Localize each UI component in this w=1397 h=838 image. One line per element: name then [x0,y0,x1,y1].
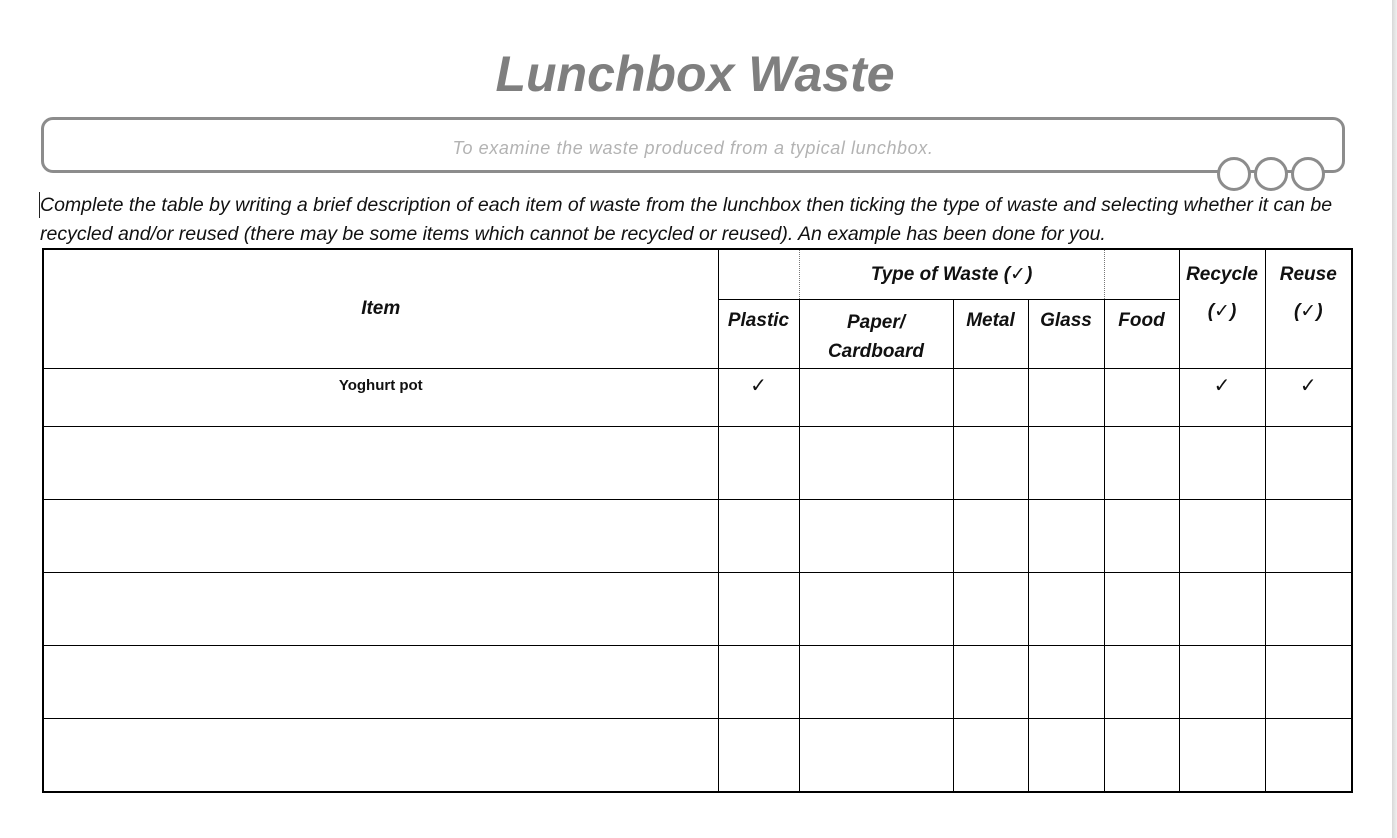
metal-header: Metal [953,299,1028,368]
item-cell[interactable] [43,645,718,718]
metal-cell[interactable] [953,368,1028,426]
glass-header: Glass [1028,299,1104,368]
plastic-cell[interactable] [718,718,799,792]
page-edge [1392,0,1397,838]
food-header: Food [1104,299,1179,368]
reuse-header [1265,249,1352,368]
item-cell[interactable] [43,572,718,645]
recycle-cell[interactable] [1179,718,1265,792]
decorative-circle-icon [1254,157,1288,191]
paper-label: Paper/ [846,311,906,333]
food-cell[interactable] [1104,718,1179,792]
food-cell[interactable] [1104,572,1179,645]
glass-cell[interactable] [1028,645,1104,718]
metal-cell[interactable] [953,499,1028,572]
metal-cell[interactable] [953,426,1028,499]
plastic-cell[interactable] [718,645,799,718]
table-row [43,718,1352,792]
table-row [43,645,1352,718]
metal-cell[interactable] [953,718,1028,792]
page-title: Lunchbox Waste [495,46,895,102]
glass-cell[interactable] [1028,499,1104,572]
table-row [43,368,1352,426]
food-cell[interactable] [1104,645,1179,718]
recycle-cell[interactable] [1179,499,1265,572]
recycle-tick-label: (✓) [1207,301,1237,322]
paper-cell[interactable] [799,645,953,718]
instructions-text[interactable]: Complete the table by writing a brief description of each item of waste from the lunchbox then ticking the type of waste and selecting whether it can be recycled and/or reused (there may be some items which cannot be recycled or reused). An example has been done for you. [40,194,1333,245]
paper-cardboard-header [799,299,953,368]
header-spacer [1104,249,1179,299]
reuse-cell[interactable]: ✓ [1265,368,1352,426]
item-header: Item [43,249,718,368]
paper-cell[interactable] [799,572,953,645]
plastic-cell[interactable] [718,426,799,499]
reuse-cell[interactable] [1265,645,1352,718]
recycle-cell[interactable] [1179,572,1265,645]
decorative-circle-icon [1291,157,1325,191]
item-cell[interactable] [43,718,718,792]
reuse-cell[interactable] [1265,718,1352,792]
reuse-cell[interactable] [1265,499,1352,572]
cardboard-label: Cardboard [827,340,925,362]
food-cell[interactable] [1104,426,1179,499]
food-cell[interactable] [1104,368,1179,426]
item-cell[interactable] [43,499,718,572]
glass-cell[interactable] [1028,368,1104,426]
plastic-cell[interactable]: ✓ [718,368,799,426]
plastic-cell[interactable] [718,572,799,645]
plastic-header: Plastic [718,299,799,368]
paper-cell[interactable] [799,368,953,426]
glass-cell[interactable] [1028,572,1104,645]
glass-cell[interactable] [1028,426,1104,499]
paper-cell[interactable] [799,426,953,499]
aim-text[interactable]: To examine the waste produced from a typical lunchbox. [452,138,934,158]
reuse-cell[interactable] [1265,572,1352,645]
reuse-label: Reuse [1279,264,1337,285]
recycle-cell[interactable]: ✓ [1179,368,1265,426]
paper-cell[interactable] [799,499,953,572]
header-spacer [718,249,799,299]
table-row [43,572,1352,645]
paper-cell[interactable] [799,718,953,792]
metal-cell[interactable] [953,645,1028,718]
item-cell[interactable] [43,426,718,499]
table-row [43,426,1352,499]
table-row [43,499,1352,572]
decorative-circle-icon [1217,157,1251,191]
recycle-header [1179,249,1265,368]
metal-cell[interactable] [953,572,1028,645]
reuse-cell[interactable] [1265,426,1352,499]
type-of-waste-header: Type of Waste (✓) [799,249,1104,299]
recycle-cell[interactable] [1179,426,1265,499]
food-cell[interactable] [1104,499,1179,572]
recycle-cell[interactable] [1179,645,1265,718]
aim-box [41,117,1345,173]
item-cell[interactable]: Yoghurt pot [43,368,718,426]
recycle-label: Recycle [1186,264,1258,285]
reuse-tick-label: (✓) [1293,301,1323,322]
waste-table [42,248,1353,793]
glass-cell[interactable] [1028,718,1104,792]
plastic-cell[interactable] [718,499,799,572]
